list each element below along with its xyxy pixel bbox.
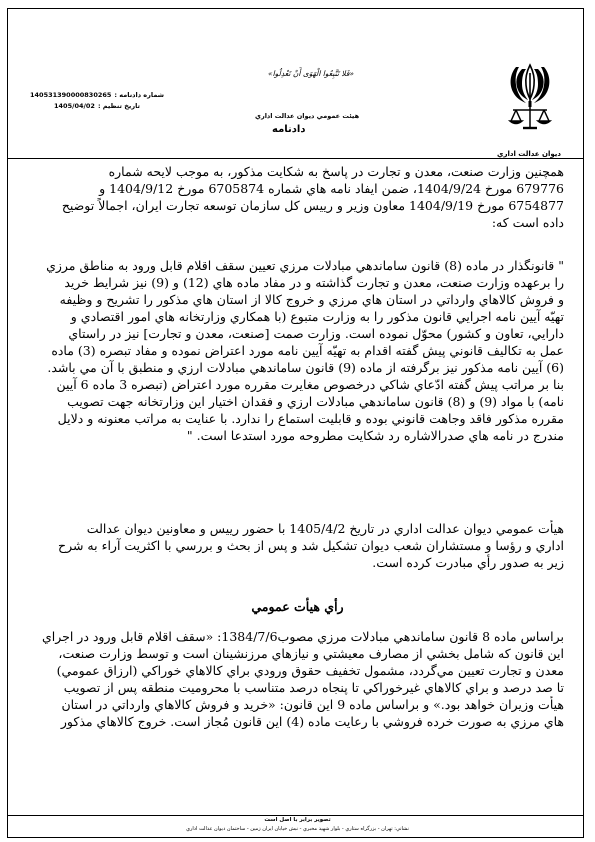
text-line: عمل به تكاليف قانوني پيش گفته اقدام به تهيّه آيين نامه مورد اعتراض نموده و مفاد تبصره (3) ماده	[51, 343, 564, 358]
text-line: نامه) با مواد (9) و (8) قانون ساماندهي مبادلات ارزي و فقدان اختيار اين وزارتخانه جهت تصويب	[67, 394, 564, 409]
text-line: و فروش كالاهاي وارداتي در استان هاي مرزي و خروج كالا از استان هاي مذكور را تشريح و وظيفه	[59, 292, 564, 307]
ruling-heading: رأي هيأت عمومي	[251, 599, 344, 614]
doc-date-label: تاريخ تنظيم :	[97, 102, 140, 110]
text-line: بنا بر مراتب پيش گفته ادّعاي شاكي درخصوص مغايرت مقرره مورد اعتراض (تبصره 3 ماده 6 آيين	[56, 377, 564, 392]
text-line: مقرره مذكور فاقد وجاهت قانوني بوده و قابليت استماع را ندارد. با عنايت به مراتب معنونه و دلايل	[57, 411, 564, 426]
text-line: تهيّه آيين نامه اجرايي قانون مذكور را به وزارت متبوع (با همكاري وزارتخانه هاي امور اقتصادي و	[70, 309, 564, 324]
text-line: داده است كه:	[491, 215, 564, 230]
text-line: تا صد درصد و براي كالاهاي غيرخوراكي تا پنجاه درصد متناسب با محروميت منطقه پس از تصويب	[63, 680, 564, 695]
text-line: 6754877 مورخ 1404/9/19 معاون وزير و رييس كل سازمان توسعه تجارت ايران، اجمالاً توضيح	[61, 198, 564, 213]
text-line: اداري و رؤسا و مستشاران شعب ديوان تشكيل شد و پس از بحث و بررسي با اكثريت آراء به شرح	[58, 538, 564, 553]
header-divider	[7, 158, 584, 159]
footer-divider	[7, 815, 584, 816]
text-line: معدن و تجارت تعيين مي‌گردد، مشمول تخفيف حقوق ورودي براي كالاهاي خوراكي (ارزاق عمومي)	[56, 663, 564, 678]
text-line: " قانونگذار در ماده (8) قانون ساماندهي مبادلات مرزي تعيين سقف اقلام قابل ورود به مناطق مرزي	[46, 258, 564, 273]
text-line: (6) آيين نامه مذكور نيز برگرفته از ماده (9) قانون ساماندهي مبادلات ارزي و منطبق با آن مي باشد.	[47, 360, 564, 375]
text-line: 679776 مورخ 1404/9/24، ضمن ايفاد نامه هاي شماره 6705874 مورخ 1404/9/12 و	[99, 181, 564, 196]
paragraph-ministry-response	[32, 163, 564, 233]
paragraph-ruling	[32, 628, 564, 811]
footer-certify: تصوير برابر با اصل است	[264, 817, 331, 823]
text-line: هاي مرزي به صورت خرده فروشي با رعايت ماده (4) اين قانون مُجاز است. خروج كالاهاي مذكور	[60, 714, 564, 729]
text-line: هيأت عمومي ديوان عدالت اداري در تاريخ 1405/4/2 با حضور رييس و معاونين ديوان عدالت	[86, 521, 564, 536]
iran-emblem-icon	[507, 63, 553, 133]
paragraph-board-session	[32, 520, 564, 590]
doc-number	[30, 91, 164, 99]
footer-address: نشاني: تهران - بزرگراه ستاري - بلوار شهيد مخبري - نبش خيابان ايران زمين - ساختمان ديوان عدالت اداري	[186, 826, 409, 832]
doc-title: دادنامه	[272, 124, 306, 135]
quran-verse: «فَلا تَتَّبِعُوا الْهَوَى أَنْ تَعْدِلُوا»	[268, 69, 355, 78]
board-name: هيئت عمومي ديوان عدالت اداري	[255, 112, 360, 120]
text-line: دارايي، تعاون و كشور) محوّل نموده است. وزارت صمت [صنعت، معدن و تجارت] نيز در راستاي	[68, 326, 564, 341]
doc-number-value: 140531390000830265	[30, 91, 112, 99]
text-line: مندرج در نامه هاي صدرالاشاره رد شكايت مطروحه مورد استدعا است. "	[186, 428, 564, 443]
paragraph-ministry-quote	[32, 257, 564, 493]
emblem-caption: ديوان عدالت اداري	[497, 150, 561, 158]
text-line: را برعهده وزارت صنعت، معدن و تجارت گذاشته و در مفاد ماده هاي (12) و (9) نيز شرايط خريد	[64, 275, 564, 290]
text-line: اين قانون كه شامل بخشي از مصارف معيشتي و نيازهاي مرزنشينان است و توسط وزارت صنعت،	[58, 646, 564, 661]
doc-date	[54, 102, 140, 110]
text-line: هيأت وزيران خواهد بود.» و براساس ماده 9 اين قانون: «خريد و فروش كالاهاي وارداتي در استان	[61, 697, 564, 712]
doc-number-label: شماره دادنامه :	[114, 91, 165, 99]
text-line: همچنين وزارت صنعت، معدن و تجارت در پاسخ به شكايت مذكور، به موجب لايحه شماره	[108, 164, 564, 179]
text-line: براساس ماده 8 قانون ساماندهي مبادلات مرزي مصوب1384/7/6: «سقف اقلام قابل ورود در اجراي	[41, 629, 564, 644]
text-line: زير به صدور رأي مبادرت كرده است.	[372, 555, 564, 570]
doc-date-value: 1405/04/02	[54, 102, 95, 110]
